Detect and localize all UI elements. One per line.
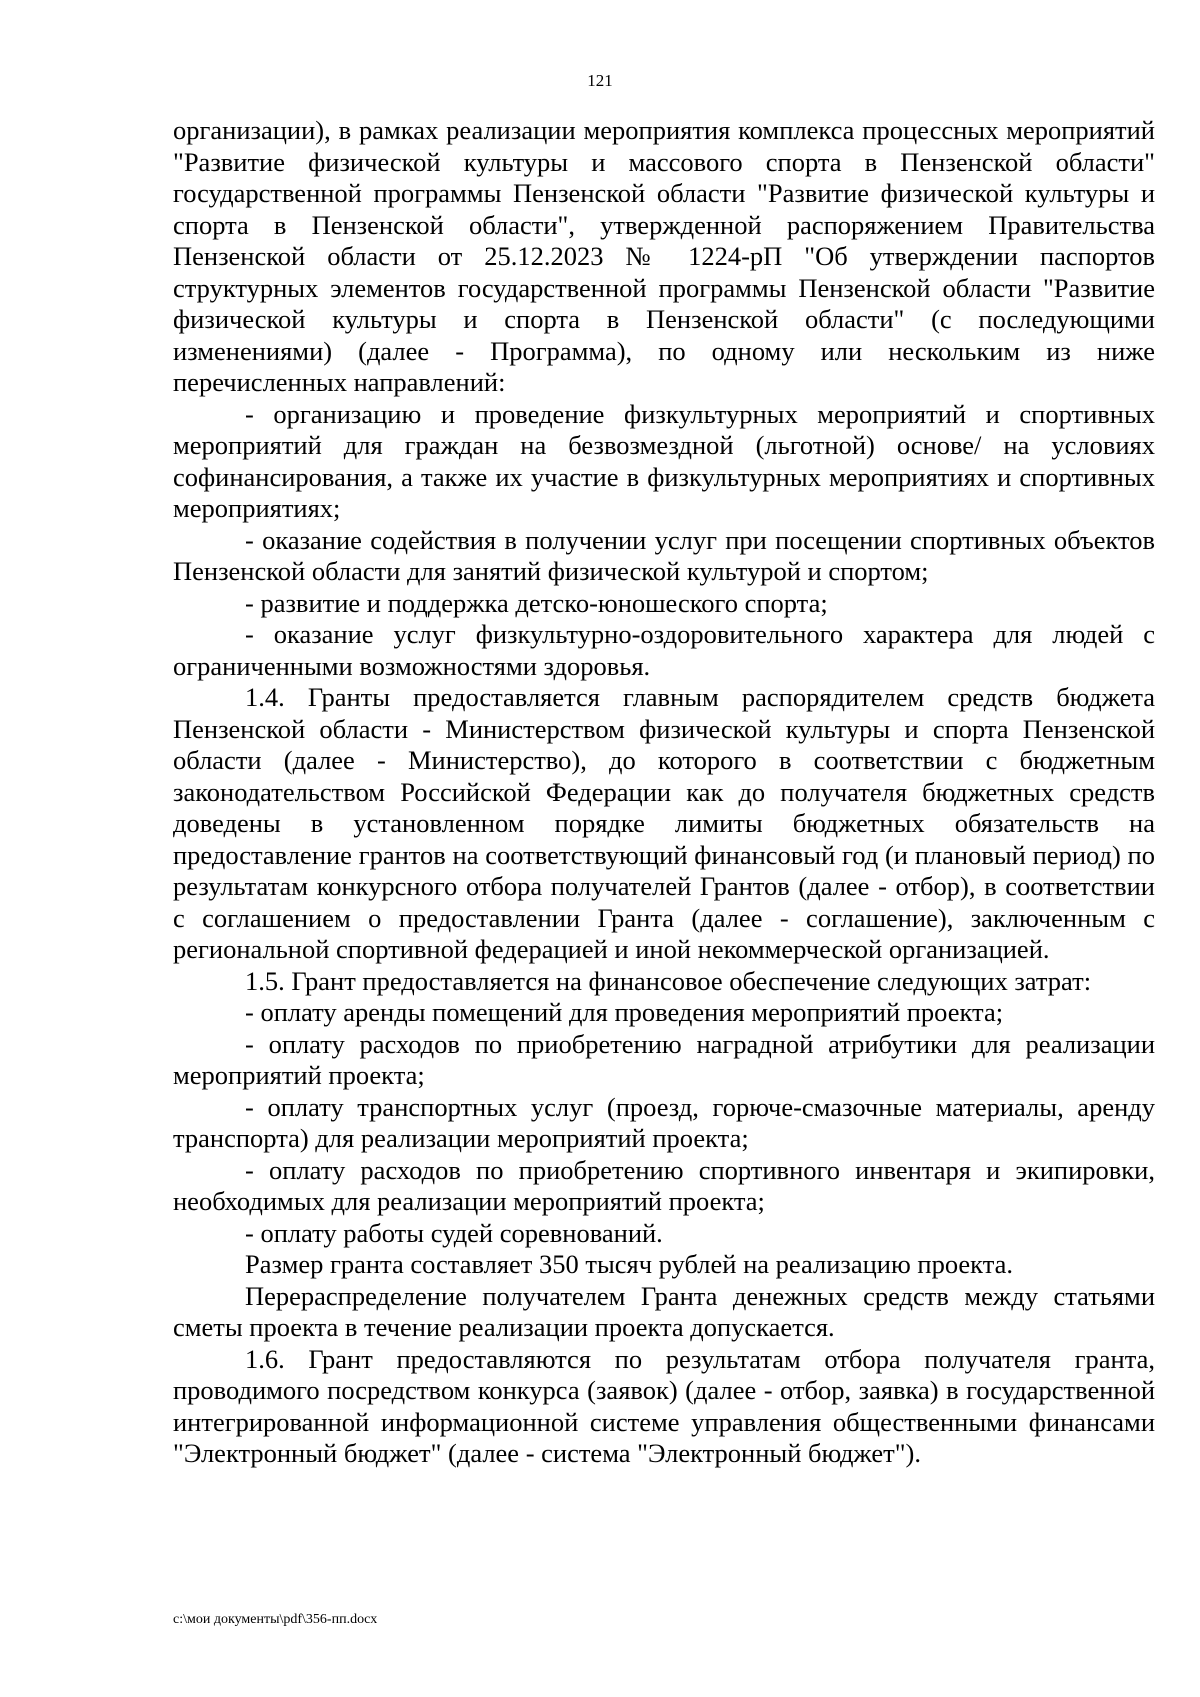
paragraph-grant-amount: Размер гранта составляет 350 тысяч рублей на реализацию проекта. xyxy=(245,1249,1013,1279)
paragraph-direction-events: - организацию и проведение физкультурных мероприятий и спортивных мероприятий для граждан на безвозмездной (льготной) основе/ на условиях софинансирования, а также их участие в физкультурных мероприятиях и спортивных мероприятиях; xyxy=(173,398,1155,523)
paragraph-1-5: 1.5. Грант предоставляется на финансовое обеспечение следующих затрат: xyxy=(245,965,1092,996)
paragraph-direction-disabled: - оказание услуг физкультурно-оздоровительного характера для людей с ограниченными возможностями здоровья. xyxy=(173,619,1155,681)
paragraph-intro: организации), в рамках реализации мероприятия комплекса процессных мероприятий "Развитие физической культуры и массового спорта в Пензенской области" государственной программы Пензенской области "Развитие физической культуры и спорта в Пензенской области", утвержденной распоряжением Правительства Пензенской области от 25.12.2023 № 1224-рП "Об утверждении паспортов структурных элементов государственной программы Пензенской области "Развитие физической культуры и спорта в Пензенской области" (с последующими изменениями) (далее - Программа), по одному или нескольким из ниже перечисленных направлений: xyxy=(173,115,1155,397)
paragraph-cost-rent: - оплату аренды помещений для проведения мероприятий проекта; xyxy=(245,997,1004,1027)
document-body xyxy=(173,115,1155,1470)
paragraph-direction-facilities: - оказание содействия в получении услуг при посещении спортивных объектов Пензенской области для занятий физической культурой и спортом; xyxy=(173,524,1155,586)
paragraph-redistribution: Перераспределение получателем Гранта денежных средств между статьями сметы проекта в течение реализации проекта допускается. xyxy=(173,1280,1155,1342)
paragraph-cost-transport: - оплату транспортных услуг (проезд, горюче-смазочные материалы, аренду транспорта) для реализации мероприятий проекта; xyxy=(173,1091,1155,1153)
footer-file-path: c:\мои документы\pdf\356-пп.docx xyxy=(173,1612,378,1627)
paragraph-direction-youth-sport: - развитие и поддержка детско-юношеского спорта; xyxy=(245,587,828,618)
paragraph-1-4: 1.4. Гранты предоставляется главным распорядителем средств бюджета Пензенской области - Министерством физической культуры и спорта Пензенской области (далее - Министерство), до которого в соответствии с бюджетным законодательством Российской Федерации как до получателя бюджетных средств доведены в установленном порядке лимиты бюджетных обязательств на предоставление грантов на соответствующий финансовый год (и плановый период) по результатам конкурсного отбора получателей Грантов (далее - отбор), в соответствии с соглашением о предоставлении Гранта (далее - соглашение), заключенным с региональной спортивной федерацией и иной некоммерческой организацией. xyxy=(173,682,1155,964)
paragraph-1-6: 1.6. Грант предоставляются по результатам отбора получателя гранта, проводимого посредством конкурса (заявок) (далее - отбор, заявка) в государственной интегрированной информационной системе управления общественными финансами "Электронный бюджет" (далее - система "Электронный бюджет"). xyxy=(173,1343,1155,1468)
paragraph-cost-equipment: - оплату расходов по приобретению спортивного инвентаря и экипировки, необходимых для реализации мероприятий проекта; xyxy=(173,1154,1155,1216)
paragraph-cost-awards: - оплату расходов по приобретению наградной атрибутики для реализации мероприятий проекта; xyxy=(173,1028,1155,1090)
page-number: 121 xyxy=(587,71,613,90)
paragraph-cost-judges: - оплату работы судей соревнований. xyxy=(245,1217,663,1248)
